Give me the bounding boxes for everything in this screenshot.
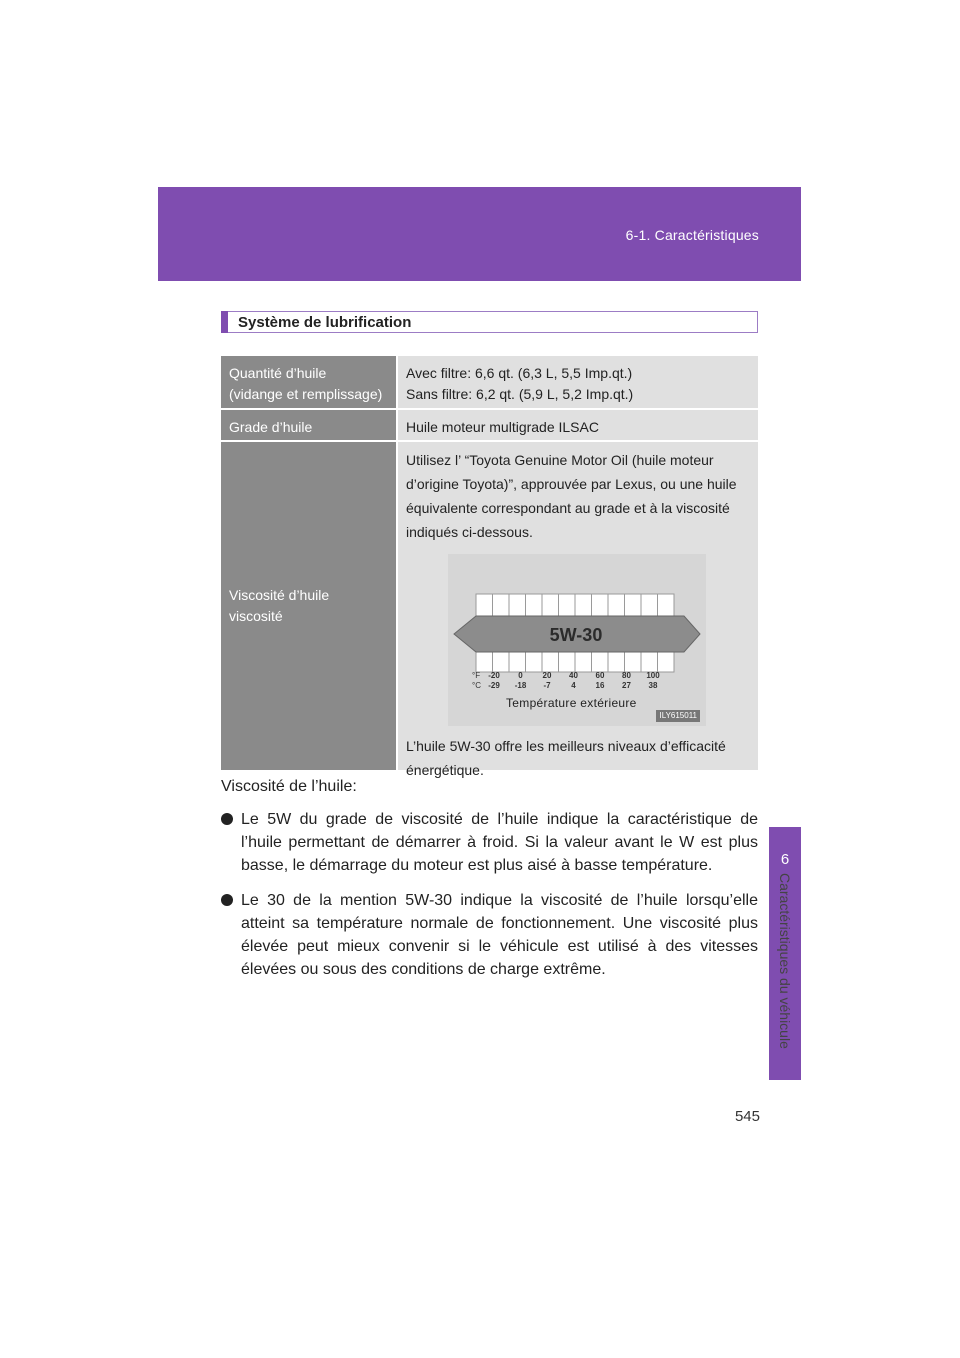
grid-cell: [592, 652, 609, 672]
tick-label-f: 0: [518, 671, 523, 680]
title-accent-bar: [221, 311, 228, 333]
section-title: Système de lubrification: [238, 314, 412, 331]
chapter-label: Caractéristiques du véhicule: [777, 873, 793, 1049]
tick-label-c: -29: [488, 681, 500, 690]
grid-cell: [658, 594, 675, 616]
chapter-label-wrap: [769, 873, 801, 1083]
grid-cell: [493, 652, 510, 672]
figure-code: ILY615011: [656, 710, 700, 722]
tick-label-f: 100: [646, 671, 660, 680]
viscosity-intro: Utilisez l’ “Toyota Genuine Motor Oil (huile moteur d’origine Toyota)”, approuvée par Lexus, ou une huile équivalente correspondant au grade et à la viscosité indiqués ci-dessous.: [406, 452, 737, 540]
label-line: (vidange et remplissage): [229, 386, 383, 402]
unit-f-label: °F: [472, 671, 481, 680]
tick-label-c: 4: [571, 681, 576, 690]
table-row: [221, 410, 758, 440]
unit-c-label: °C: [472, 681, 481, 690]
grid-cell: [592, 594, 609, 616]
label-line: Grade d’huile: [229, 419, 313, 435]
grid-cell: [641, 652, 658, 672]
bullet-item: [221, 889, 758, 981]
value-line: Avec filtre: 6,6 qt. (6,3 L, 5,5 Imp.qt.): [406, 365, 633, 381]
grid-cell: [658, 652, 675, 672]
tick-label-c: 38: [648, 681, 658, 690]
tick-label-f: 60: [595, 671, 605, 680]
tick-label-f: -20: [488, 671, 500, 680]
body-lead: Viscosité de l’huile:: [221, 778, 357, 795]
viscosity-figure: [448, 554, 706, 726]
grid-cell: [608, 652, 625, 672]
chapter-number: 6: [780, 851, 790, 868]
bullet-text: Le 30 de la mention 5W-30 indique la viscosité de l’huile lorsqu’elle atteint sa température normale de fonctionnement. Une viscosité plus élevée peut mieux convenir si le véhicule est utilisé à des vitesses élevées ou sous des conditions de charge extrême.: [241, 892, 758, 978]
grid-cell: [542, 652, 559, 672]
chapter-header: [158, 187, 801, 281]
tick-label-c: 27: [622, 681, 631, 690]
bullet-icon: [221, 894, 233, 906]
tick-label-c: -18: [514, 681, 527, 690]
value-line: Sans filtre: 6,2 qt. (5,9 L, 5,2 Imp.qt.): [406, 386, 634, 402]
grid-cell: [575, 594, 592, 616]
grid-cell: [509, 594, 526, 616]
grid-cell: [559, 652, 576, 672]
viscosity-grade-label: 5W-30: [549, 625, 603, 645]
label-line: viscosité: [229, 608, 283, 624]
section-heading: 6-1. Caractéristiques: [625, 227, 759, 243]
tick-label-f: 40: [569, 671, 578, 680]
tick-label-f: 80: [622, 671, 631, 680]
label-line: Viscosité d’huile: [229, 587, 330, 603]
label-line: Quantité d’huile: [229, 365, 327, 381]
tick-label-f: 20: [542, 671, 552, 680]
table-row: [221, 442, 758, 778]
row-value: [398, 356, 758, 408]
row-value: [398, 442, 758, 778]
bullet-item: [221, 808, 758, 877]
section-title-box: [221, 311, 758, 333]
row-label: [221, 442, 396, 770]
grid-cell: [608, 594, 625, 616]
tick-label-c: 16: [595, 681, 605, 690]
viscosity-note: L’huile 5W-30 offre les meilleurs niveaux d’efficacité énergétique.: [406, 738, 726, 778]
grid-cell: [509, 652, 526, 672]
grid-cell: [625, 652, 642, 672]
value-line: Huile moteur multigrade ILSAC: [406, 419, 599, 435]
bullet-text: Le 5W du grade de viscosité de l’huile indique la caractéristique de l’huile permettant de démarrer à froid. Si la valeur avant le W est plus basse, le démarrage du moteur est plus aisé à basse température.: [241, 811, 758, 874]
bullet-icon: [221, 813, 233, 825]
spec-table: [221, 356, 758, 778]
row-value: [398, 410, 758, 440]
table-row: [221, 356, 758, 408]
grid-cell: [559, 594, 576, 616]
grid-cell: [476, 652, 493, 672]
grid-cell: [641, 594, 658, 616]
row-label: [221, 410, 396, 440]
temperature-caption: Température extérieure: [506, 696, 637, 710]
row-label: [221, 356, 396, 408]
grid-cell: [575, 652, 592, 672]
page-number: 545: [734, 1108, 760, 1125]
grid-cell: [526, 594, 543, 616]
grid-cell: [526, 652, 543, 672]
tick-label-c: -7: [543, 681, 551, 690]
grid-cell: [542, 594, 559, 616]
grid-cell: [493, 594, 510, 616]
grid-cell: [625, 594, 642, 616]
grid-cell: [476, 594, 493, 616]
body-text: [221, 776, 758, 993]
